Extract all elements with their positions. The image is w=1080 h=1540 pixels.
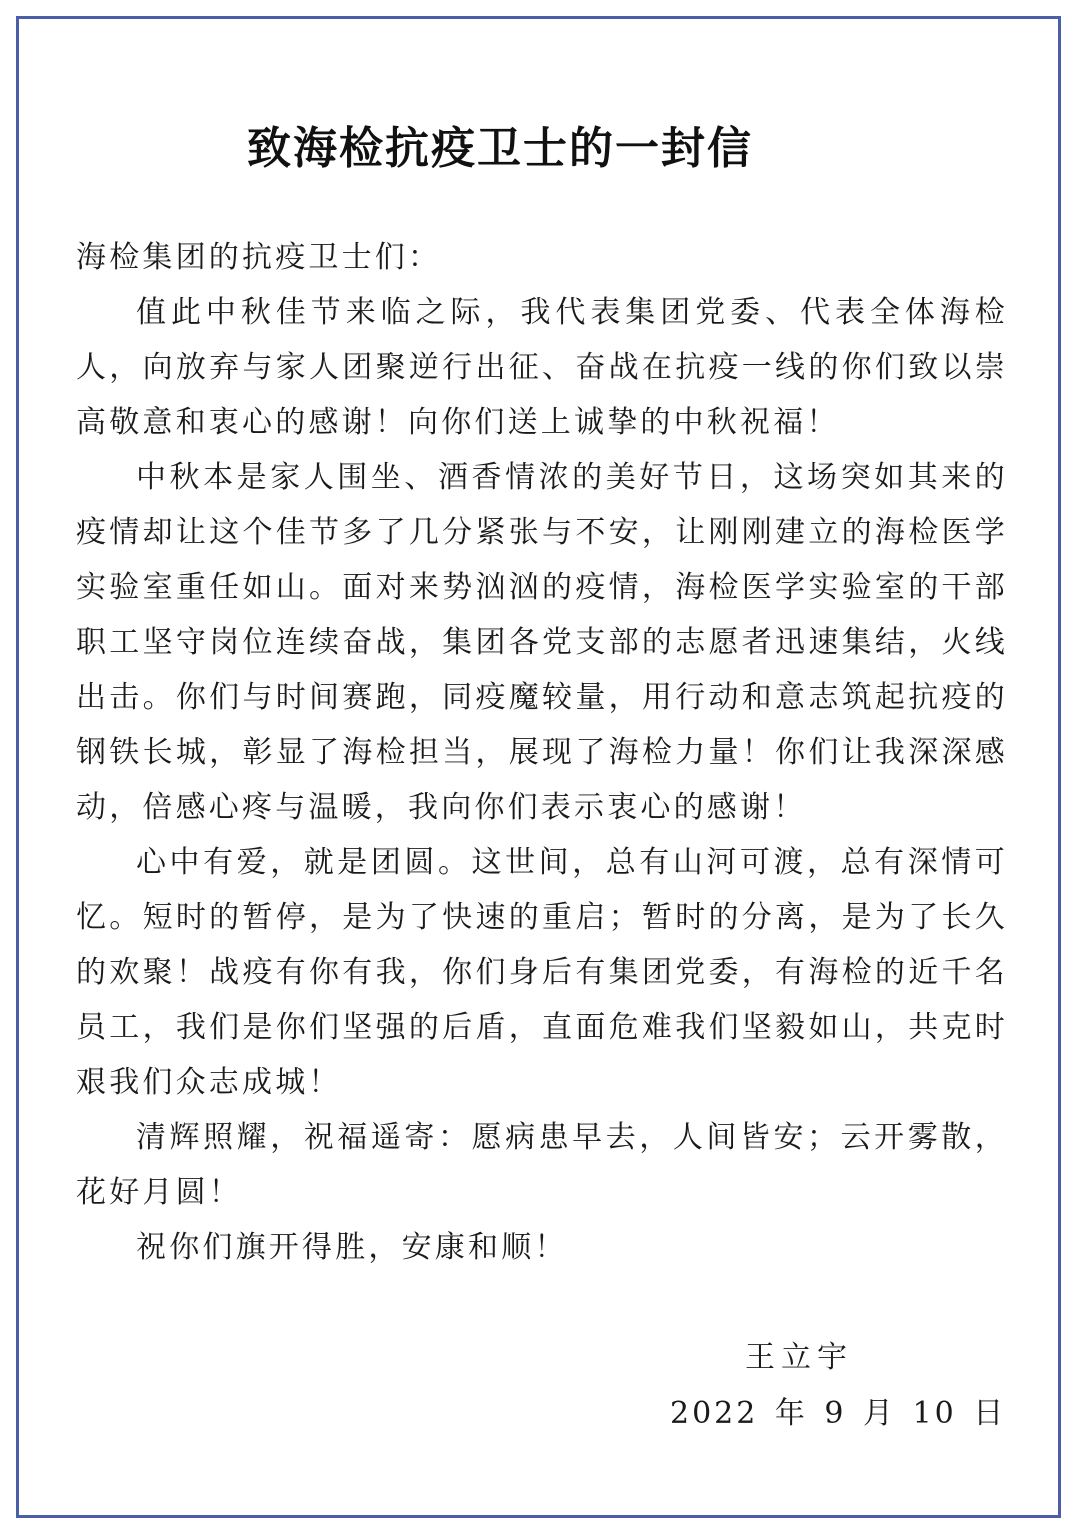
salutation: 海检集团的抗疫卫士们： <box>76 240 442 275</box>
paragraph-2: 中秋本是家人围坐、酒香情浓的美好节日，这场突如其来的疫情却让这个佳节多了几分紧张与不安，让刚刚建立的海检医学实验室重任如山。面对来势汹汹的疫情，海检医学实验室的干部职工坚守岗位连续奋战，集团各党支部的志愿者迅速集结，火线出击。你们与时间赛跑，同疫魔较量，用行动和意志筑起抗疫的钢铁长城，彰显了海检担当，展现了海检力量！你们让我深深感动，倍感心疼与温暖，我向你们表示衷心的感谢！ <box>76 460 1008 825</box>
paragraph-3: 心中有爱，就是团圆。这世间，总有山河可渡，总有深情可忆。短时的暂停，是为了快速的重启；暂时的分离，是为了长久的欢聚！战疫有你有我，你们身后有集团党委，有海检的近千名员工，我们是你们坚强的后盾，直面危难我们坚毅如山，共克时艰我们众志成城！ <box>76 845 1008 1100</box>
signature: 王立宇 <box>745 1340 853 1375</box>
letter-date: 2022 年 9 月 10 日 <box>670 1396 1007 1431</box>
letter-body <box>76 230 1008 1275</box>
paragraph-1: 值此中秋佳节来临之际，我代表集团党委、代表全体海检人，向放弃与家人团聚逆行出征、奋战在抗疫一线的你们致以崇高敬意和衷心的感谢！向你们送上诚挚的中秋祝福！ <box>76 295 1008 440</box>
letter-title: 致海检抗疫卫士的一封信 <box>247 123 753 174</box>
paragraph-4: 清辉照耀，祝福遥寄：愿病患早去，人间皆安；云开雾散，花好月圆！ <box>76 1120 1008 1210</box>
paragraph-5: 祝你们旗开得胜，安康和顺！ <box>136 1230 568 1265</box>
